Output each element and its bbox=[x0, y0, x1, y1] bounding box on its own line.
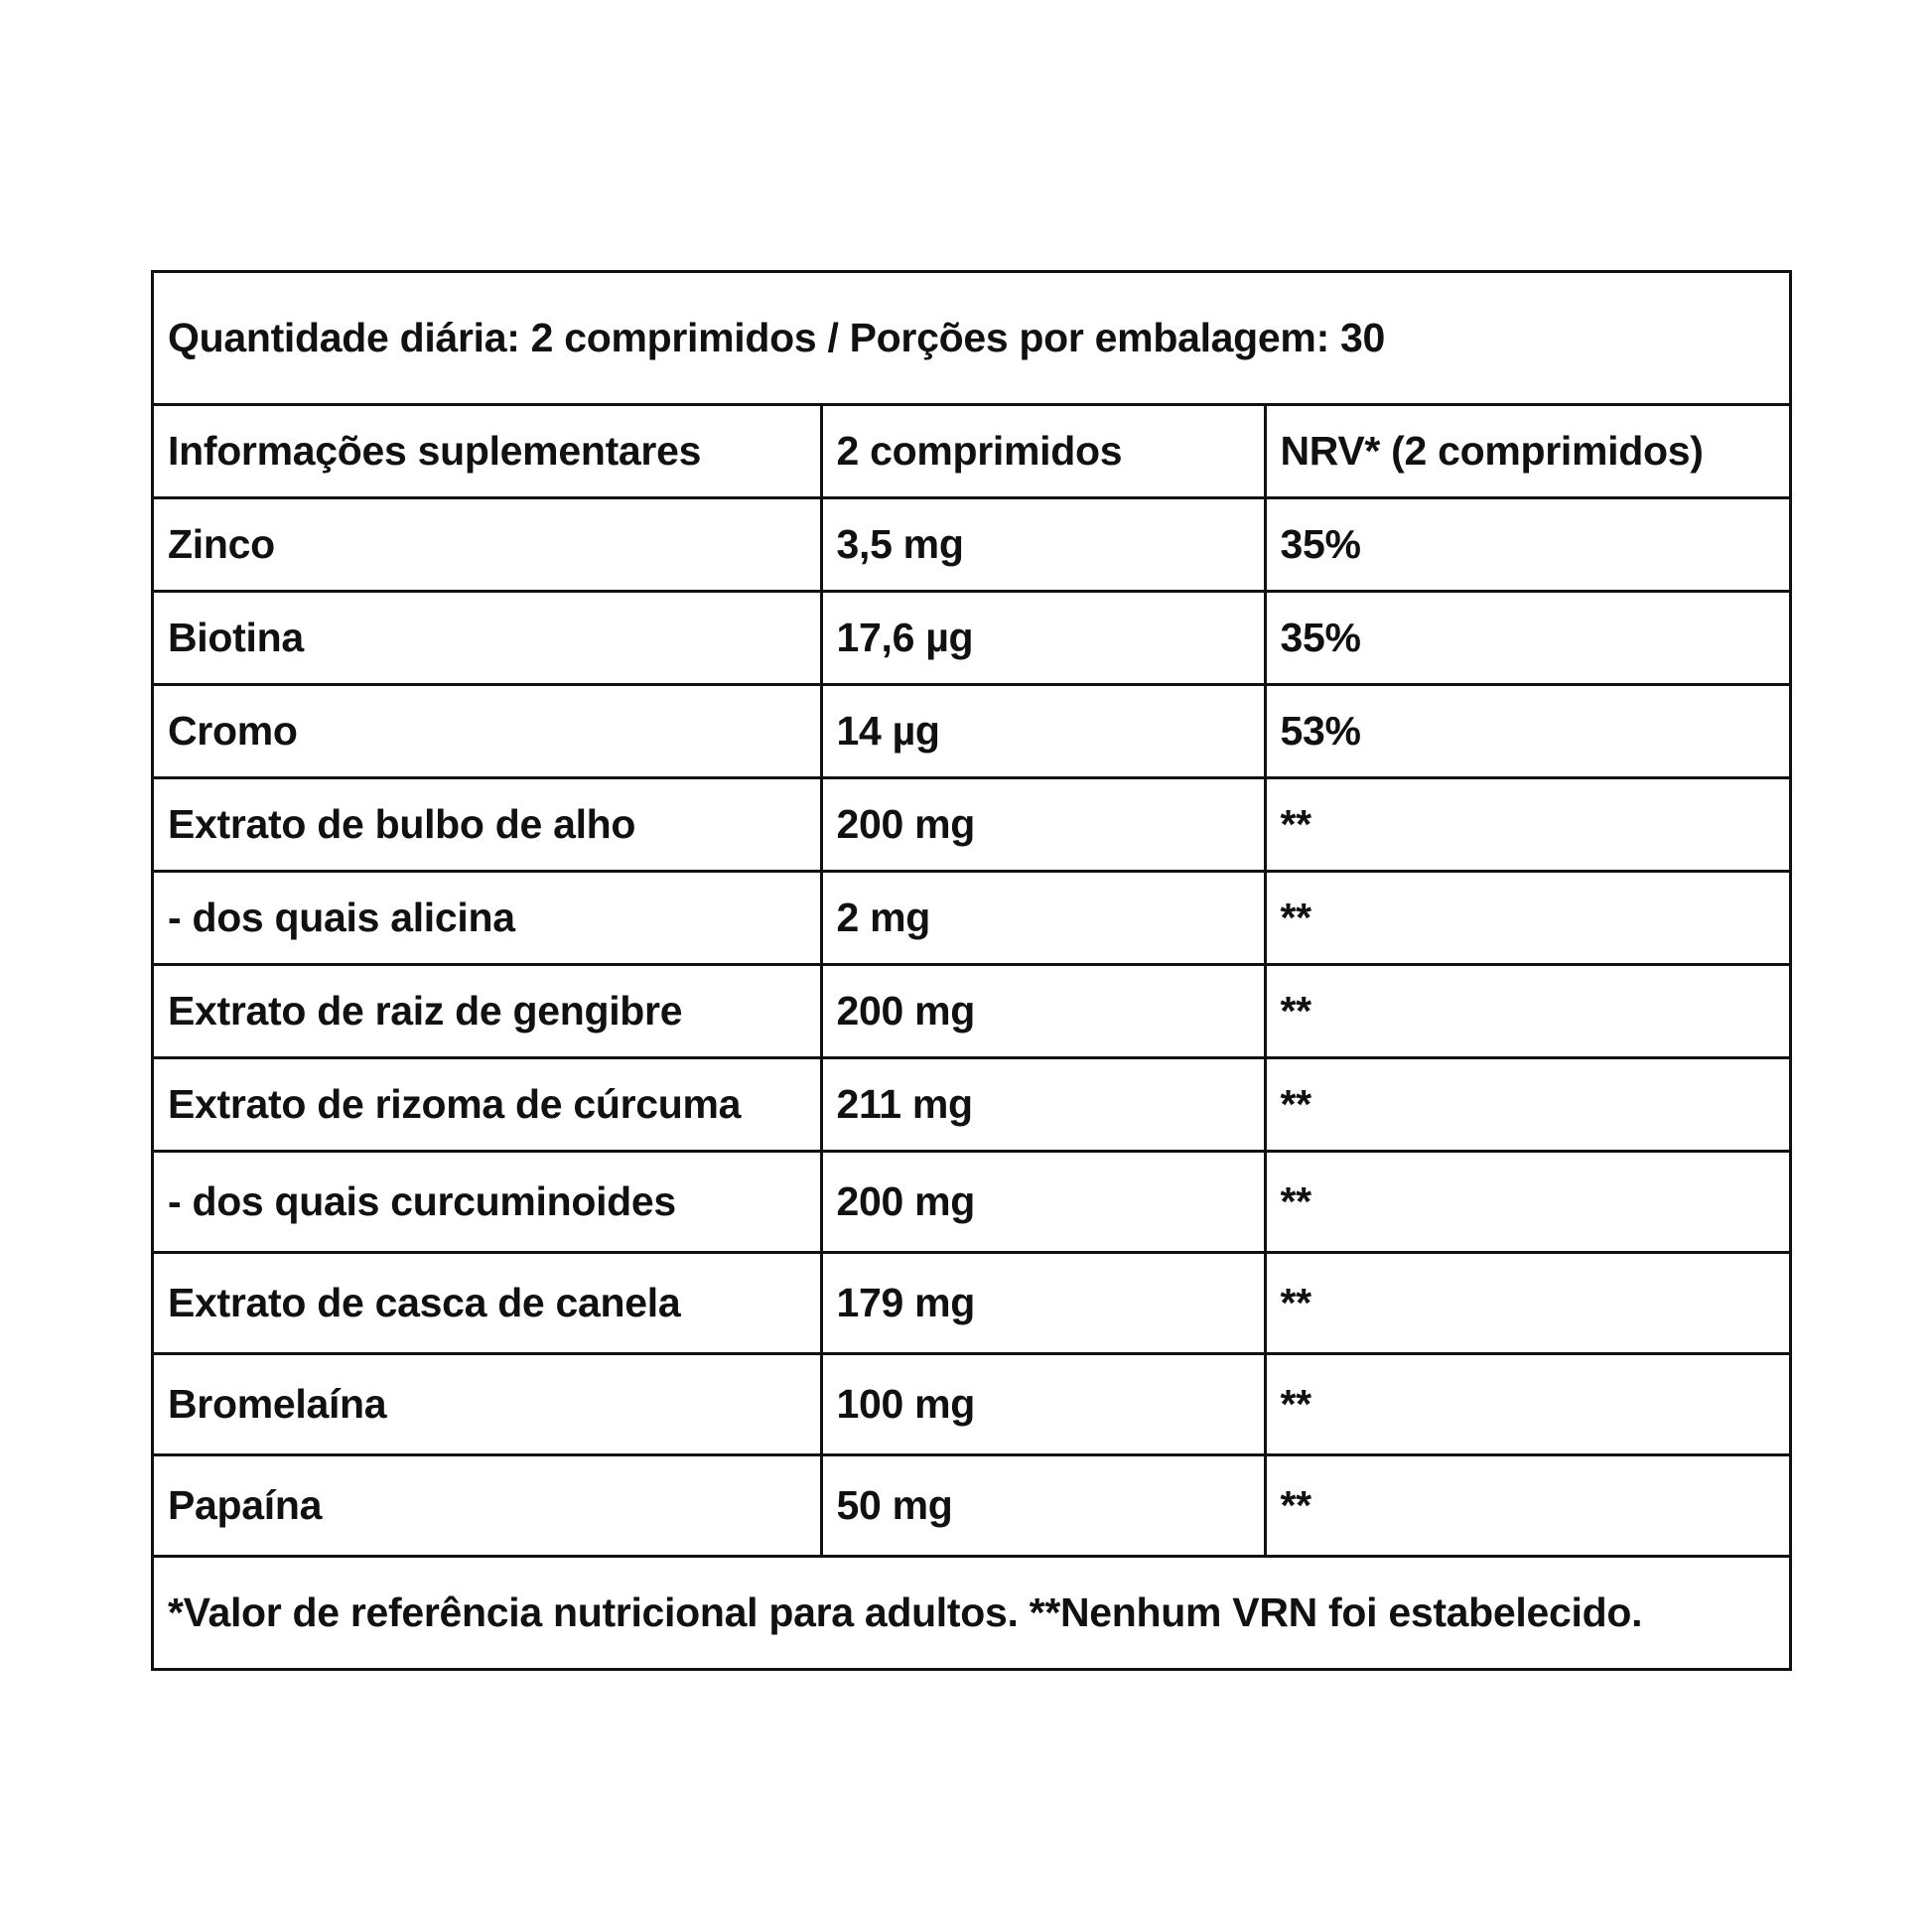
footnote-row bbox=[154, 1556, 1789, 1669]
column-header-row bbox=[154, 404, 1789, 497]
table-row bbox=[154, 1252, 1789, 1353]
serving-info: Quantidade diária: 2 comprimidos / Porções por embalagem: 30 bbox=[154, 273, 1789, 404]
serving-info-row bbox=[154, 273, 1789, 404]
ingredient-nrv: ** bbox=[1265, 777, 1789, 871]
column-header-nrv: NRV* (2 comprimidos) bbox=[1265, 404, 1789, 497]
ingredient-nrv: 53% bbox=[1265, 684, 1789, 777]
ingredient-name: - dos quais alicina bbox=[154, 871, 821, 964]
ingredient-nrv: 35% bbox=[1265, 591, 1789, 684]
ingredient-name: Biotina bbox=[154, 591, 821, 684]
ingredient-name: Extrato de casca de canela bbox=[154, 1252, 821, 1353]
ingredient-nrv: ** bbox=[1265, 1252, 1789, 1353]
ingredient-name: Extrato de bulbo de alho bbox=[154, 777, 821, 871]
ingredient-amount: 200 mg bbox=[821, 1151, 1265, 1252]
table-row bbox=[154, 777, 1789, 871]
column-header-ingredient: Informações suplementares bbox=[154, 404, 821, 497]
ingredient-name: - dos quais curcuminoides bbox=[154, 1151, 821, 1252]
ingredient-amount: 200 mg bbox=[821, 964, 1265, 1057]
ingredient-amount: 50 mg bbox=[821, 1454, 1265, 1556]
ingredient-amount: 17,6 µg bbox=[821, 591, 1265, 684]
table-row bbox=[154, 871, 1789, 964]
ingredient-amount: 200 mg bbox=[821, 777, 1265, 871]
ingredient-name: Extrato de raiz de gengibre bbox=[154, 964, 821, 1057]
supplement-facts-table bbox=[154, 273, 1789, 1669]
ingredient-name: Zinco bbox=[154, 497, 821, 591]
ingredient-nrv: ** bbox=[1265, 871, 1789, 964]
ingredient-name: Bromelaína bbox=[154, 1353, 821, 1454]
table-row bbox=[154, 497, 1789, 591]
ingredient-nrv: 35% bbox=[1265, 497, 1789, 591]
ingredient-nrv: ** bbox=[1265, 964, 1789, 1057]
ingredient-nrv: ** bbox=[1265, 1057, 1789, 1151]
ingredient-nrv: ** bbox=[1265, 1353, 1789, 1454]
ingredient-nrv: ** bbox=[1265, 1151, 1789, 1252]
ingredient-amount: 2 mg bbox=[821, 871, 1265, 964]
table-row bbox=[154, 964, 1789, 1057]
ingredient-name: Extrato de rizoma de cúrcuma bbox=[154, 1057, 821, 1151]
table-row bbox=[154, 1057, 1789, 1151]
ingredient-name: Papaína bbox=[154, 1454, 821, 1556]
table-row bbox=[154, 1454, 1789, 1556]
footnote: *Valor de referência nutricional para adultos. **Nenhum VRN foi estabelecido. bbox=[154, 1556, 1789, 1669]
ingredient-amount: 211 mg bbox=[821, 1057, 1265, 1151]
table-row bbox=[154, 591, 1789, 684]
table-row bbox=[154, 1151, 1789, 1252]
ingredient-amount: 100 mg bbox=[821, 1353, 1265, 1454]
table-row bbox=[154, 684, 1789, 777]
ingredient-amount: 179 mg bbox=[821, 1252, 1265, 1353]
ingredient-name: Cromo bbox=[154, 684, 821, 777]
column-header-amount: 2 comprimidos bbox=[821, 404, 1265, 497]
table-row bbox=[154, 1353, 1789, 1454]
ingredient-amount: 14 µg bbox=[821, 684, 1265, 777]
ingredient-amount: 3,5 mg bbox=[821, 497, 1265, 591]
ingredient-nrv: ** bbox=[1265, 1454, 1789, 1556]
supplement-facts-panel bbox=[151, 270, 1792, 1671]
